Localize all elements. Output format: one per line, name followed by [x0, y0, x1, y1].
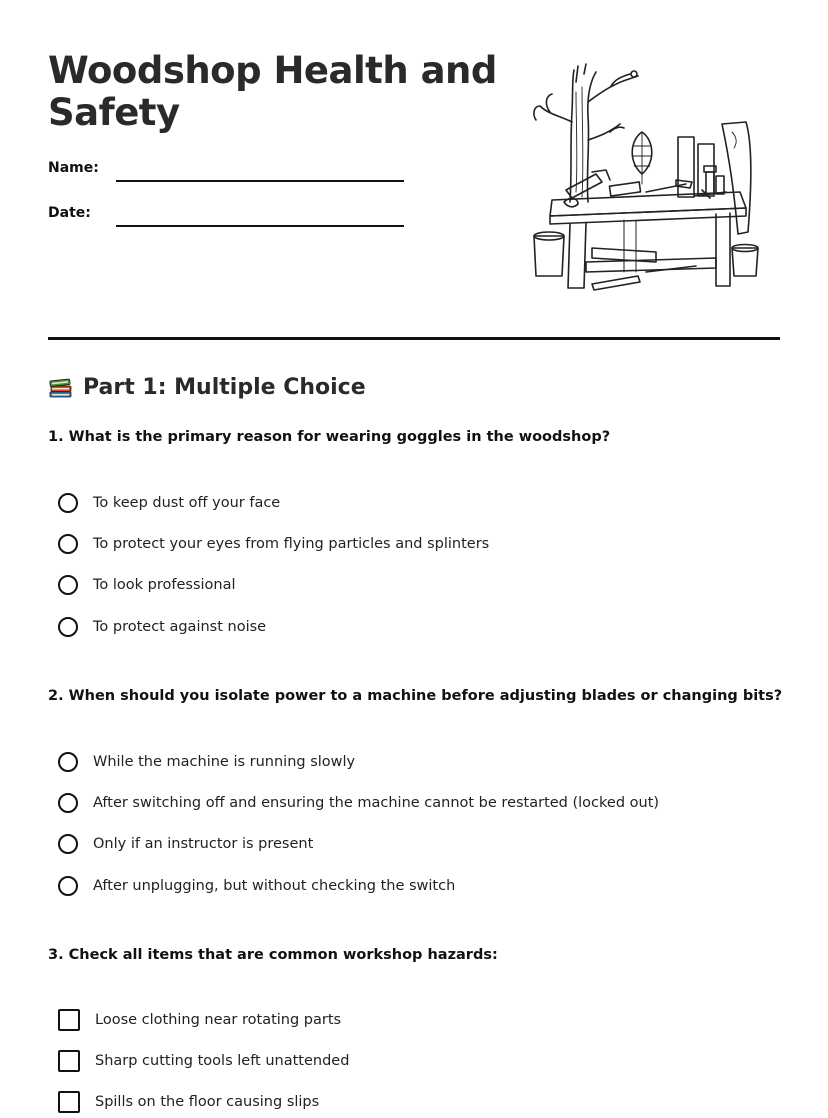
- option-label: Loose clothing near rotating parts: [95, 1012, 342, 1028]
- option-label: While the machine is running slowly: [93, 754, 356, 770]
- radio-button[interactable]: [58, 617, 78, 637]
- radio-button[interactable]: [58, 493, 78, 513]
- radio-button[interactable]: [58, 575, 78, 595]
- option-label: To look professional: [93, 577, 236, 593]
- option-label: Spills on the floor causing slips: [95, 1094, 320, 1110]
- q2-option-1[interactable]: [58, 750, 355, 774]
- worksheet-title: Woodshop Health and Safety: [48, 49, 497, 134]
- q3-option-2[interactable]: [58, 1049, 349, 1073]
- q2-option-2[interactable]: [58, 791, 659, 815]
- radio-button[interactable]: [58, 534, 78, 554]
- name-input-line[interactable]: [116, 180, 404, 182]
- part1-heading: [48, 374, 366, 400]
- name-label: Name:: [48, 160, 99, 176]
- option-label: To protect your eyes from flying particles and splinters: [93, 536, 490, 552]
- section-divider: [48, 337, 780, 340]
- part1-title: Part 1: Multiple Choice: [83, 374, 366, 400]
- books-icon: [48, 374, 74, 400]
- option-label: After switching off and ensuring the machine cannot be restarted (locked out): [93, 795, 660, 811]
- q1-option-1[interactable]: [58, 491, 280, 515]
- option-label: To keep dust off your face: [93, 495, 281, 511]
- date-label: Date:: [48, 205, 91, 221]
- q1-option-2[interactable]: [58, 532, 489, 556]
- date-input-line[interactable]: [116, 225, 404, 227]
- q1-option-3[interactable]: [58, 573, 236, 597]
- q2-option-3[interactable]: [58, 832, 313, 856]
- radio-button[interactable]: [58, 752, 78, 772]
- question-1: 1. What is the primary reason for wearing goggles in the woodshop?: [48, 429, 611, 445]
- radio-button[interactable]: [58, 793, 78, 813]
- option-label: Sharp cutting tools left unattended: [95, 1053, 350, 1069]
- radio-button[interactable]: [58, 876, 78, 896]
- woodshop-workbench-illustration: [526, 62, 762, 300]
- option-label: To protect against noise: [93, 619, 267, 635]
- option-label: Only if an instructor is present: [93, 836, 314, 852]
- option-label: After unplugging, but without checking the switch: [93, 878, 456, 894]
- checkbox[interactable]: [58, 1091, 80, 1113]
- question-2: 2. When should you isolate power to a machine before adjusting blades or changing bits?: [48, 688, 783, 704]
- radio-button[interactable]: [58, 834, 78, 854]
- checkbox[interactable]: [58, 1009, 80, 1031]
- q2-option-4[interactable]: [58, 874, 455, 898]
- q3-option-1[interactable]: [58, 1008, 341, 1032]
- question-3: 3. Check all items that are common workshop hazards:: [48, 947, 498, 963]
- q1-option-4[interactable]: [58, 615, 266, 639]
- checkbox[interactable]: [58, 1050, 80, 1072]
- q3-option-3[interactable]: [58, 1090, 319, 1114]
